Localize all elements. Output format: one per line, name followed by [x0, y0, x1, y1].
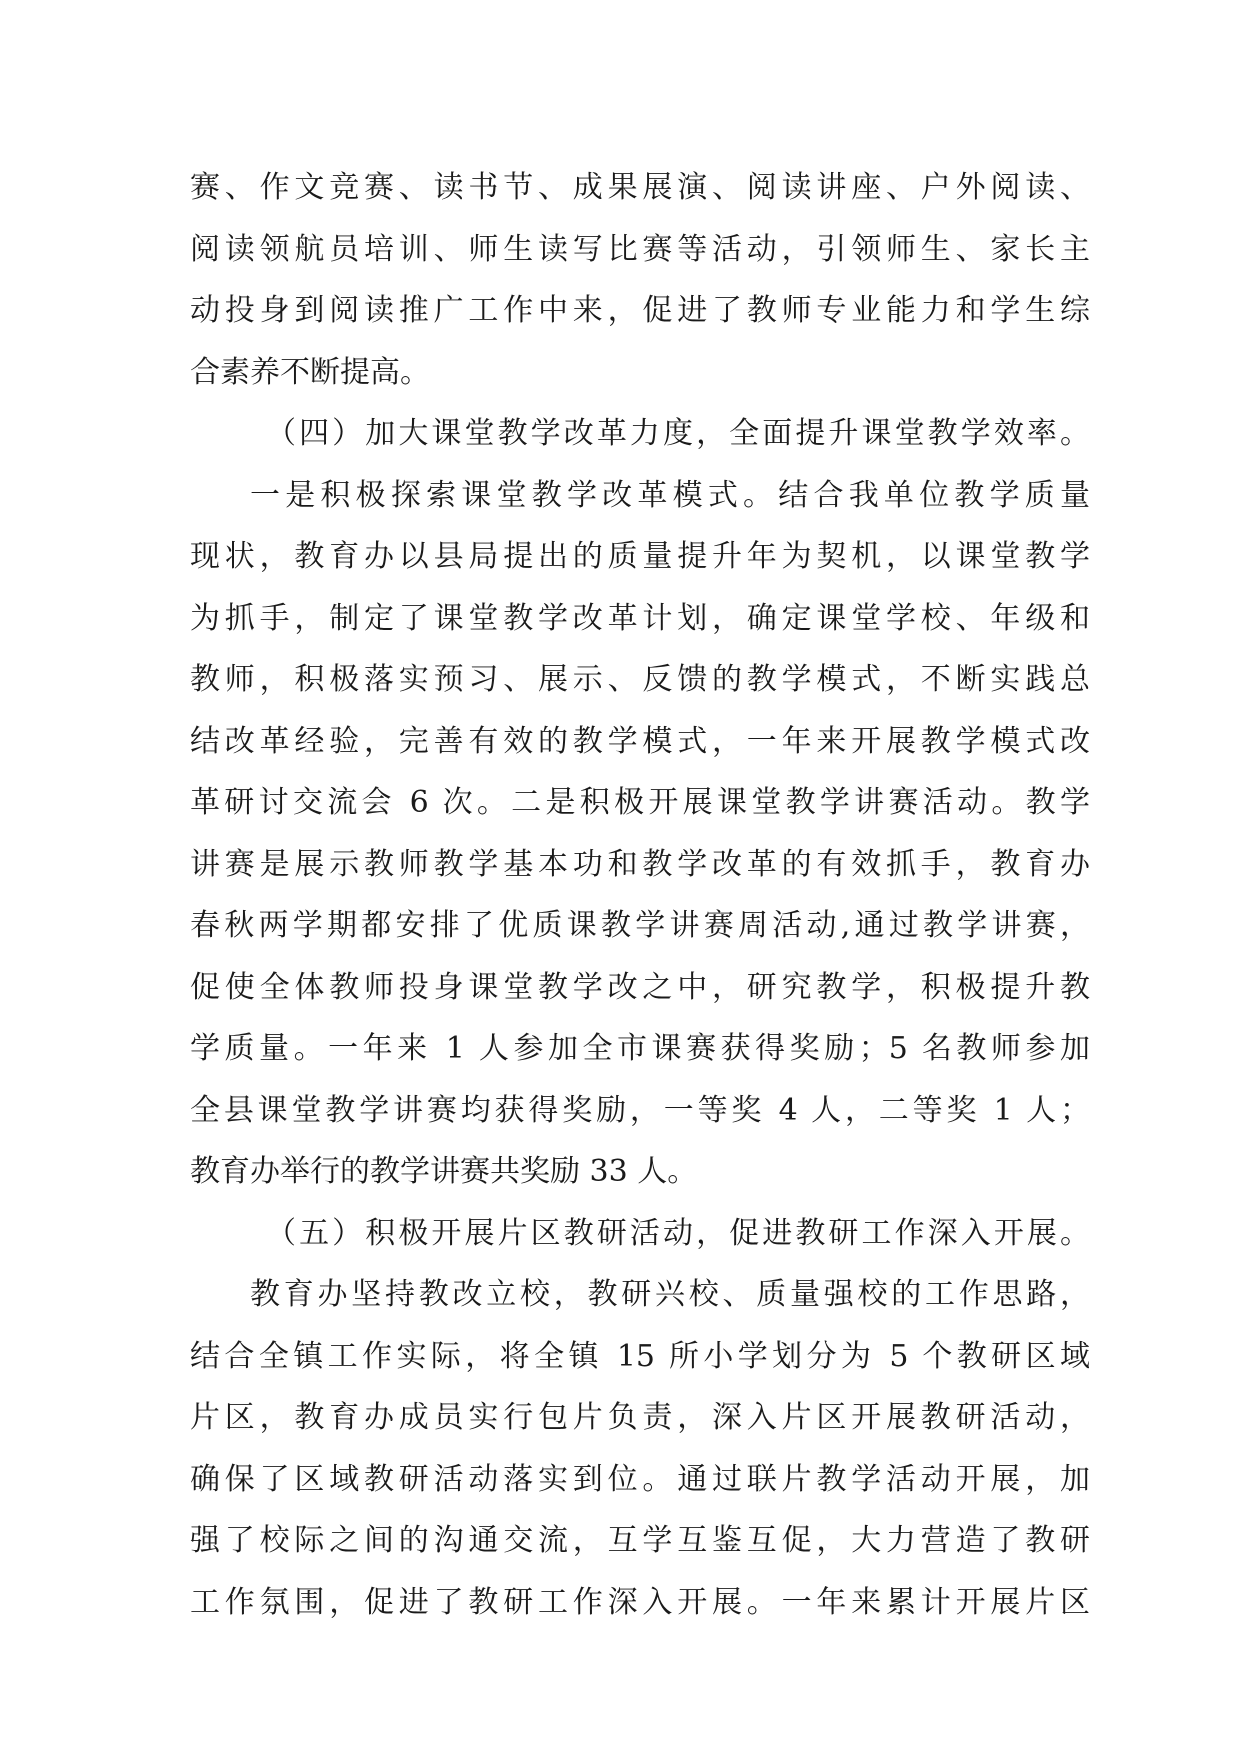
text-line: 确保了区域教研活动落实到位。通过联片教学活动开展，加	[190, 1461, 1090, 1497]
text-line: 强了校际之间的沟通交流，互学互鉴互促，大力营造了教研	[190, 1523, 1090, 1558]
text-line: 结改革经验，完善有效的教学模式，一年来开展教学模式改	[190, 723, 1090, 759]
text-line: 结合全镇工作实际，将全镇 15 所小学划分为 5 个教研区域	[190, 1338, 1090, 1374]
document-body	[190, 157, 1090, 1633]
text-line: 为抓手，制定了课堂教学改革计划，确定课堂学校、年级和	[190, 600, 1090, 636]
text-line: 一是积极探索课堂教学改革模式。结合我单位教学质量	[250, 477, 1090, 513]
text-line: 工作氛围，促进了教研工作深入开展。一年来累计开展片区	[190, 1584, 1090, 1620]
text-line: 赛、作文竞赛、读书节、成果展演、阅读讲座、户外阅读、	[190, 170, 1090, 205]
text-line: 合素养不断提高。	[190, 354, 430, 390]
text-line: 革研讨交流会 6 次。二是积极开展课堂教学讲赛活动。教学	[190, 785, 1090, 820]
text-line: 春秋两学期都安排了优质课教学讲赛周活动,通过教学讲赛，	[190, 908, 1090, 943]
text-line: 片区，教育办成员实行包片负责，深入片区开展教研活动，	[190, 1400, 1090, 1435]
text-line: 全县课堂教学讲赛均获得奖励，一等奖 4 人，二等奖 1 人；	[190, 1092, 1090, 1128]
text-line: 教师，积极落实预习、展示、反馈的教学模式，不断实践总	[190, 662, 1090, 697]
text-line: 现状，教育办以县局提出的质量提升年为契机，以课堂教学	[190, 539, 1090, 574]
text-line: 促使全体教师投身课堂教学改之中，研究教学，积极提升教	[190, 969, 1090, 1005]
text-line: 阅读领航员培训、师生读写比赛等活动，引领师生、家长主	[190, 231, 1090, 267]
text-line: 学质量。一年来 1 人参加全市课赛获得奖励；5 名教师参加	[190, 1031, 1090, 1066]
text-line: 教育办举行的教学讲赛共奖励 33 人。	[190, 1154, 698, 1189]
section-heading: （四）加大课堂教学改革力度，全面提升课堂教学效率。	[266, 416, 1090, 451]
section-heading: （五）积极开展片区教研活动，促进教研工作深入开展。	[266, 1215, 1090, 1251]
text-line: 动投身到阅读推广工作中来，促进了教师专业能力和学生综	[190, 293, 1090, 328]
text-line: 讲赛是展示教师教学基本功和教学改革的有效抓手，教育办	[190, 846, 1090, 882]
text-line: 教育办坚持教改立校，教研兴校、质量强校的工作思路，	[250, 1277, 1090, 1312]
